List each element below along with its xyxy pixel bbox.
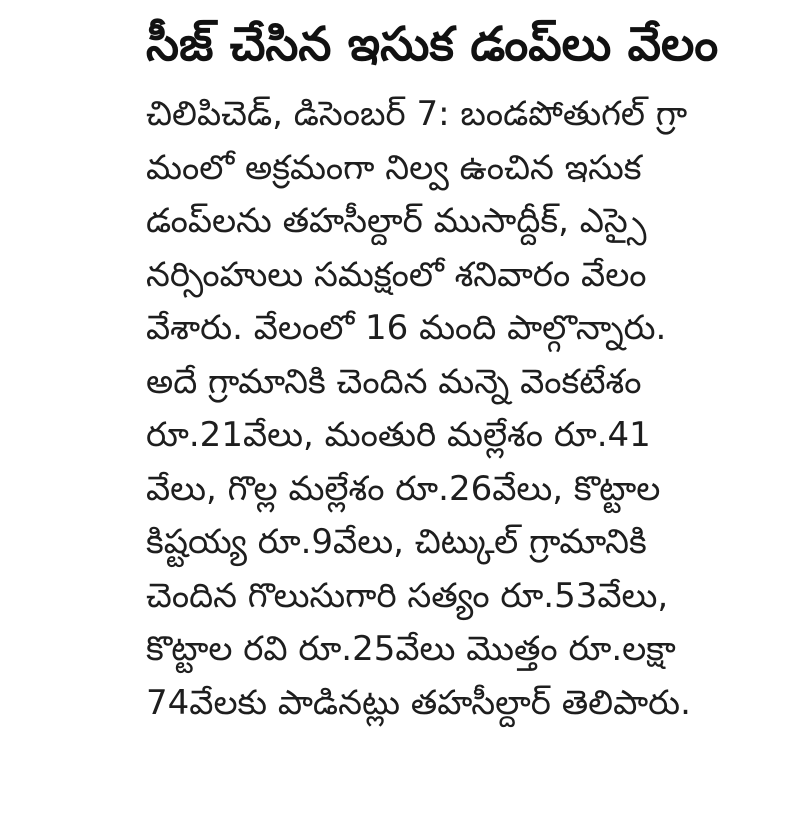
article-line: అదే గ్రామానికి చెందిన మన్నె వెంకటేశం — [146, 361, 642, 402]
article-line: కిష్టయ్య రూ.9వేలు, చిట్కుల్ గ్రామానికి — [146, 522, 647, 562]
article-body — [146, 88, 766, 730]
article-line: వేలు, గొల్ల మల్లేశం రూ.26వేలు, కొట్టాల — [146, 468, 661, 509]
cropped-next-text — [280, 802, 600, 814]
article-line: చెందిన గొలుసుగారి సత్యం రూ.53వేలు, — [146, 575, 669, 616]
article-line: డంప్‌లను తహసీల్దార్ ముసాద్దీక్, ఎస్సై — [146, 201, 647, 241]
article-line: రూ.21వేలు, మంతురి మల్లేశం రూ.41 — [146, 415, 651, 455]
article-line: చిలిపిచెడ్, డిసెంబర్ 7: బండపోతుగల్ గ్రా — [146, 94, 688, 134]
article-line: 74వేలకు పాడినట్లు తహసీల్దార్ తెలిపారు. — [146, 682, 691, 723]
article-line: వేశారు. వేలంలో 16 మంది పాల్గొన్నారు. — [146, 308, 667, 348]
article-headline: సీజ్ చేసిన ఇసుక డంప్‌లు వేలం — [146, 17, 719, 72]
article-line: కొట్టాల రవి రూ.25వేలు మొత్తం రూ.లక్షా — [146, 629, 676, 669]
article-line: నర్సింహులు సమక్షంలో శనివారం వేలం — [146, 254, 647, 295]
article-line: మంలో అక్రమంగా నిల్వ ఉంచిన ఇసుక — [146, 147, 642, 188]
cropped-previous-text — [150, 0, 310, 4]
